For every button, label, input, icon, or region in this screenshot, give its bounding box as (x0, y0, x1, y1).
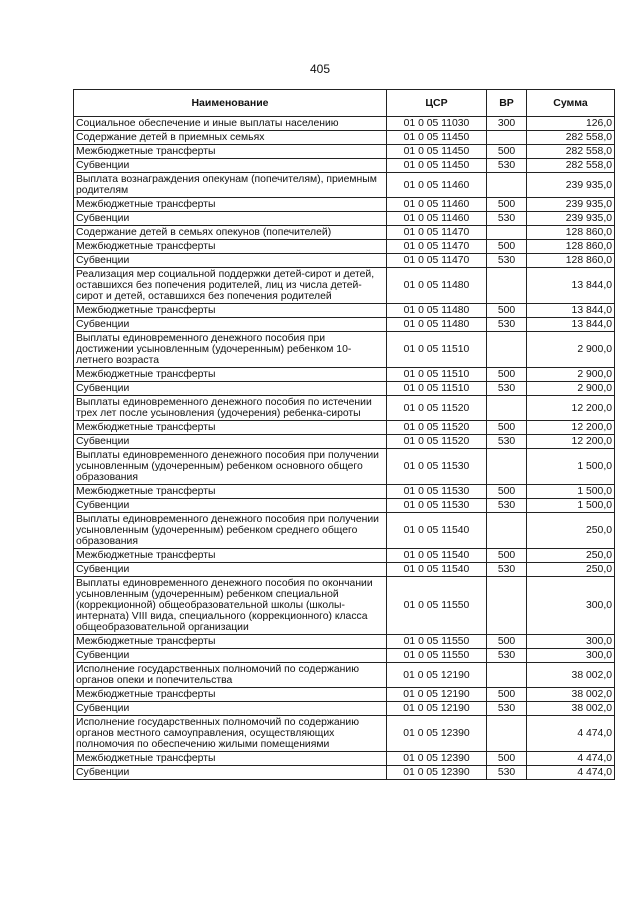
cell-vr (487, 226, 527, 240)
cell-name: Выплаты единовременного денежного пособия при получении усыновленным (удочеренным) ребенком основного общего образования (74, 449, 387, 485)
header-csr: ЦСР (387, 90, 487, 117)
cell-sum: 13 844,0 (527, 268, 615, 304)
cell-sum: 13 844,0 (527, 318, 615, 332)
cell-sum: 12 200,0 (527, 396, 615, 421)
cell-vr: 500 (487, 485, 527, 499)
table-row (74, 688, 615, 702)
cell-csr: 01 0 05 11540 (387, 549, 487, 563)
cell-csr: 01 0 05 11480 (387, 318, 487, 332)
cell-vr: 500 (487, 752, 527, 766)
cell-name: Межбюджетные трансферты (74, 240, 387, 254)
cell-sum: 239 935,0 (527, 212, 615, 226)
cell-sum: 12 200,0 (527, 421, 615, 435)
cell-name: Субвенции (74, 499, 387, 513)
cell-sum: 300,0 (527, 635, 615, 649)
page-number: 405 (309, 62, 331, 76)
cell-sum: 128 860,0 (527, 226, 615, 240)
cell-vr: 530 (487, 499, 527, 513)
cell-csr: 01 0 05 12190 (387, 688, 487, 702)
cell-name: Реализация мер социальной поддержки детей-сирот и детей, оставшихся без попечения родителей, лиц из числа детей-сирот и детей, оставшихся без попечения родителей (74, 268, 387, 304)
cell-name: Выплаты единовременного денежного пособия по истечении трех лет после усыновления (удочерения) ребенка-сироты (74, 396, 387, 421)
cell-sum: 250,0 (527, 513, 615, 549)
table-row (74, 332, 615, 368)
cell-vr: 500 (487, 688, 527, 702)
cell-vr: 500 (487, 368, 527, 382)
cell-name: Межбюджетные трансферты (74, 198, 387, 212)
table-row (74, 145, 615, 159)
cell-name: Субвенции (74, 766, 387, 780)
table-row (74, 131, 615, 145)
cell-vr (487, 449, 527, 485)
cell-vr: 530 (487, 435, 527, 449)
cell-vr (487, 396, 527, 421)
cell-csr: 01 0 05 12190 (387, 663, 487, 688)
table-row (74, 449, 615, 485)
cell-vr (487, 268, 527, 304)
table-row (74, 435, 615, 449)
table-row (74, 198, 615, 212)
table-row (74, 382, 615, 396)
cell-csr: 01 0 05 11470 (387, 254, 487, 268)
table-row (74, 663, 615, 688)
cell-vr: 530 (487, 212, 527, 226)
cell-csr: 01 0 05 11550 (387, 649, 487, 663)
cell-name: Социальное обеспечение и иные выплаты населению (74, 117, 387, 131)
cell-sum: 1 500,0 (527, 499, 615, 513)
cell-sum: 239 935,0 (527, 198, 615, 212)
cell-sum: 300,0 (527, 649, 615, 663)
table-row (74, 702, 615, 716)
cell-vr: 530 (487, 159, 527, 173)
cell-name: Субвенции (74, 382, 387, 396)
cell-csr: 01 0 05 11510 (387, 332, 487, 368)
cell-csr: 01 0 05 11460 (387, 173, 487, 198)
cell-csr: 01 0 05 11030 (387, 117, 487, 131)
table-row (74, 240, 615, 254)
cell-vr (487, 663, 527, 688)
table-row (74, 563, 615, 577)
table-row (74, 499, 615, 513)
table-body (74, 117, 615, 780)
cell-vr (487, 716, 527, 752)
cell-name: Субвенции (74, 254, 387, 268)
cell-csr: 01 0 05 11520 (387, 396, 487, 421)
cell-vr: 530 (487, 766, 527, 780)
cell-sum: 239 935,0 (527, 173, 615, 198)
cell-sum: 250,0 (527, 563, 615, 577)
table-row (74, 254, 615, 268)
table-row (74, 396, 615, 421)
cell-sum: 38 002,0 (527, 663, 615, 688)
cell-csr: 01 0 05 11540 (387, 563, 487, 577)
cell-sum: 38 002,0 (527, 688, 615, 702)
cell-name: Содержание детей в приемных семьях (74, 131, 387, 145)
table-row (74, 159, 615, 173)
table-row (74, 173, 615, 198)
cell-name: Выплаты единовременного денежного пособия при получении усыновленным (удочеренным) ребенком среднего общего образования (74, 513, 387, 549)
cell-name: Межбюджетные трансферты (74, 421, 387, 435)
budget-table (73, 89, 615, 780)
header-sum: Сумма (527, 90, 615, 117)
cell-csr: 01 0 05 11550 (387, 577, 487, 635)
cell-csr: 01 0 05 11530 (387, 449, 487, 485)
cell-vr (487, 332, 527, 368)
cell-name: Выплаты единовременного денежного пособия при достижении усыновленным (удочеренным) ребенком 10-летнего возраста (74, 332, 387, 368)
cell-csr: 01 0 05 11530 (387, 485, 487, 499)
cell-sum: 126,0 (527, 117, 615, 131)
cell-vr (487, 131, 527, 145)
cell-vr: 530 (487, 382, 527, 396)
table-row (74, 304, 615, 318)
cell-sum: 1 500,0 (527, 485, 615, 499)
cell-sum: 128 860,0 (527, 240, 615, 254)
table-row (74, 716, 615, 752)
cell-csr: 01 0 05 12190 (387, 702, 487, 716)
cell-sum: 2 900,0 (527, 332, 615, 368)
cell-sum: 300,0 (527, 577, 615, 635)
cell-csr: 01 0 05 11530 (387, 499, 487, 513)
table-row (74, 212, 615, 226)
cell-csr: 01 0 05 12390 (387, 752, 487, 766)
cell-vr: 500 (487, 421, 527, 435)
cell-name: Субвенции (74, 563, 387, 577)
table-row (74, 485, 615, 499)
cell-csr: 01 0 05 11510 (387, 382, 487, 396)
cell-name: Субвенции (74, 212, 387, 226)
cell-csr: 01 0 05 12390 (387, 716, 487, 752)
cell-vr: 530 (487, 318, 527, 332)
cell-name: Субвенции (74, 159, 387, 173)
cell-sum: 4 474,0 (527, 766, 615, 780)
cell-name: Межбюджетные трансферты (74, 145, 387, 159)
table-row (74, 117, 615, 131)
cell-name: Субвенции (74, 435, 387, 449)
cell-csr: 01 0 05 11450 (387, 159, 487, 173)
cell-csr: 01 0 05 11470 (387, 226, 487, 240)
cell-vr: 500 (487, 145, 527, 159)
cell-name: Межбюджетные трансферты (74, 688, 387, 702)
cell-sum: 282 558,0 (527, 145, 615, 159)
cell-name: Межбюджетные трансферты (74, 549, 387, 563)
cell-name: Исполнение государственных полномочий по содержанию органов опеки и попечительства (74, 663, 387, 688)
cell-csr: 01 0 05 11480 (387, 304, 487, 318)
cell-sum: 12 200,0 (527, 435, 615, 449)
cell-csr: 01 0 05 11520 (387, 435, 487, 449)
table-row (74, 635, 615, 649)
cell-sum: 4 474,0 (527, 752, 615, 766)
cell-vr (487, 577, 527, 635)
cell-sum: 250,0 (527, 549, 615, 563)
header-name: Наименование (74, 90, 387, 117)
cell-csr: 01 0 05 11480 (387, 268, 487, 304)
cell-csr: 01 0 05 11470 (387, 240, 487, 254)
cell-sum: 2 900,0 (527, 382, 615, 396)
cell-sum: 282 558,0 (527, 159, 615, 173)
table-row (74, 368, 615, 382)
cell-vr: 530 (487, 702, 527, 716)
cell-name: Межбюджетные трансферты (74, 485, 387, 499)
cell-vr: 530 (487, 563, 527, 577)
cell-name: Межбюджетные трансферты (74, 304, 387, 318)
table-row (74, 649, 615, 663)
table-header-row (74, 90, 615, 117)
cell-sum: 4 474,0 (527, 716, 615, 752)
cell-name: Субвенции (74, 318, 387, 332)
table-row (74, 421, 615, 435)
table-row (74, 268, 615, 304)
cell-name: Субвенции (74, 702, 387, 716)
cell-csr: 01 0 05 11460 (387, 198, 487, 212)
cell-csr: 01 0 05 11510 (387, 368, 487, 382)
cell-name: Межбюджетные трансферты (74, 368, 387, 382)
table-row (74, 226, 615, 240)
cell-csr: 01 0 05 11540 (387, 513, 487, 549)
table-row (74, 752, 615, 766)
cell-sum: 282 558,0 (527, 131, 615, 145)
cell-csr: 01 0 05 11460 (387, 212, 487, 226)
table-row (74, 766, 615, 780)
cell-name: Выплаты единовременного денежного пособия по окончании усыновленным (удочеренным) ребенком специальной (коррекционной) общеобразовательной школы (школы-интерната) VIII вида, специального (коррекционного) класса общеобразовательной организации (74, 577, 387, 635)
table-row (74, 549, 615, 563)
cell-sum: 1 500,0 (527, 449, 615, 485)
table-row (74, 318, 615, 332)
cell-vr: 500 (487, 304, 527, 318)
cell-csr: 01 0 05 12390 (387, 766, 487, 780)
cell-csr: 01 0 05 11520 (387, 421, 487, 435)
cell-vr: 500 (487, 549, 527, 563)
cell-vr: 300 (487, 117, 527, 131)
cell-name: Межбюджетные трансферты (74, 752, 387, 766)
cell-vr (487, 513, 527, 549)
cell-name: Исполнение государственных полномочий по содержанию органов местного самоуправления, осуществляющих полномочия по обеспечению жилыми помещениями (74, 716, 387, 752)
cell-vr: 500 (487, 198, 527, 212)
cell-sum: 38 002,0 (527, 702, 615, 716)
cell-vr: 530 (487, 254, 527, 268)
cell-csr: 01 0 05 11550 (387, 635, 487, 649)
cell-vr: 500 (487, 635, 527, 649)
header-vr: ВР (487, 90, 527, 117)
cell-csr: 01 0 05 11450 (387, 131, 487, 145)
cell-name: Выплата вознаграждения опекунам (попечителям), приемным родителям (74, 173, 387, 198)
cell-sum: 13 844,0 (527, 304, 615, 318)
cell-name: Содержание детей в семьях опекунов (попечителей) (74, 226, 387, 240)
cell-vr: 530 (487, 649, 527, 663)
cell-sum: 128 860,0 (527, 254, 615, 268)
cell-sum: 2 900,0 (527, 368, 615, 382)
cell-name: Субвенции (74, 649, 387, 663)
table-row (74, 513, 615, 549)
table-row (74, 577, 615, 635)
cell-vr: 500 (487, 240, 527, 254)
cell-name: Межбюджетные трансферты (74, 635, 387, 649)
cell-vr (487, 173, 527, 198)
cell-csr: 01 0 05 11450 (387, 145, 487, 159)
